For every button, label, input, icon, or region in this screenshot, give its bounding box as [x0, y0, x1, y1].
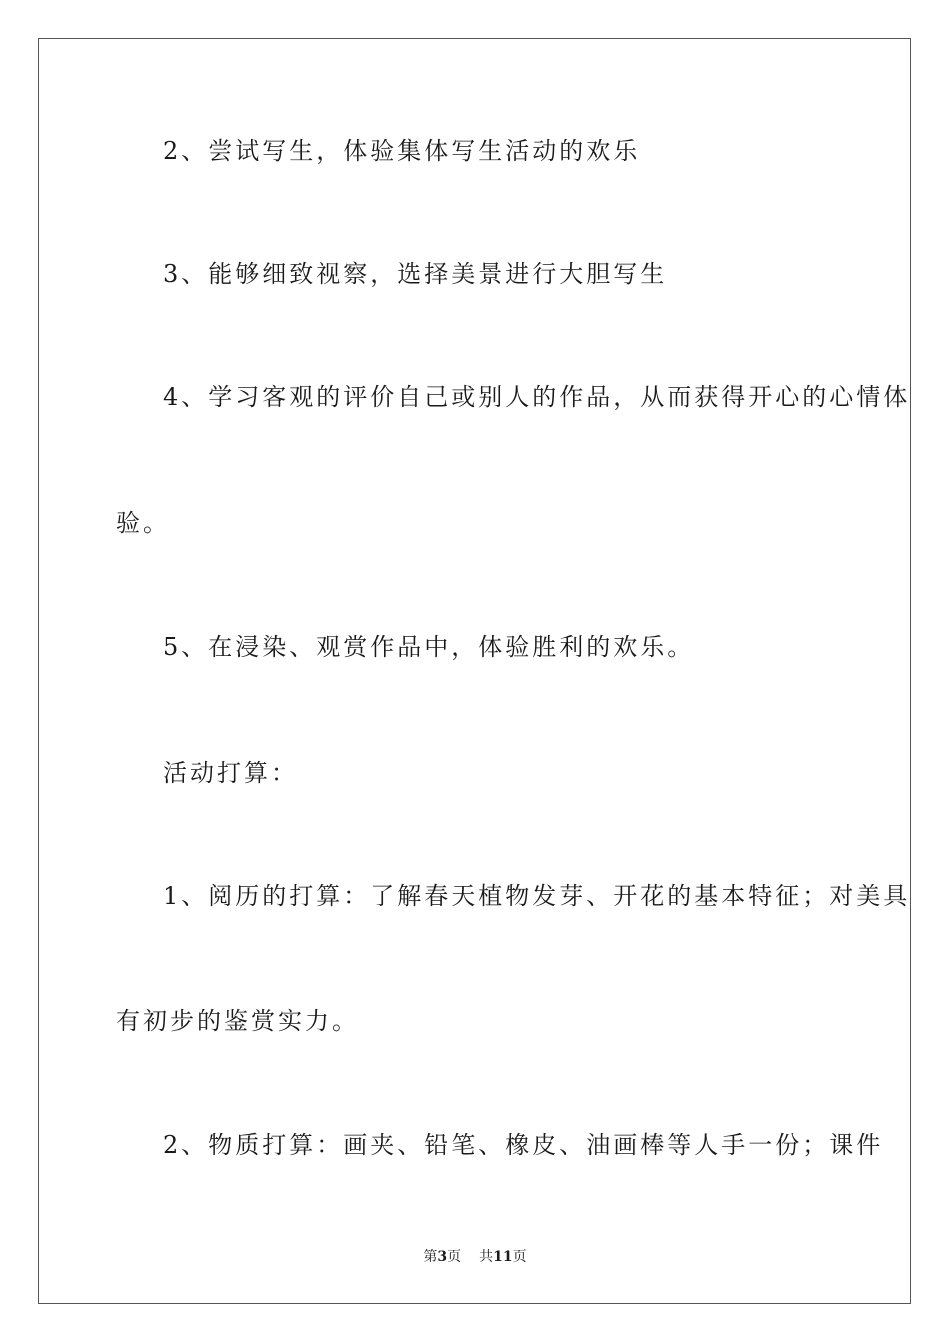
footer-page-suffix: 页 [447, 1249, 462, 1265]
paragraph-goal-4: 4、学习客观的评价自己或别人的作品，从而获得开心的心情体 [163, 383, 911, 411]
paragraph-goal-5: 5、在浸染、观赏作品中，体验胜利的欢乐。 [163, 633, 695, 661]
page-frame [38, 38, 911, 1304]
page-footer [0, 1246, 950, 1266]
paragraph-prep-1: 1、阅历的打算：了解春天植物发芽、开花的基本特征；对美具 [163, 882, 911, 910]
footer-total-suffix: 页 [512, 1249, 527, 1265]
section-heading-preparation: 活动打算： [163, 759, 298, 787]
paragraph-goal-3: 3、能够细致视察，选择美景进行大胆写生 [163, 260, 668, 288]
footer-page-prefix: 第 [423, 1249, 438, 1265]
paragraph-goal-2: 2、尝试写生，体验集体写生活动的欢乐 [163, 137, 641, 165]
footer-page-number: 3 [437, 1249, 448, 1265]
paragraph-prep-1-continued: 有初步的鉴赏实力。 [116, 1007, 359, 1035]
footer-total-number: 11 [493, 1249, 513, 1265]
footer-total-prefix: 共 [479, 1249, 494, 1265]
paragraph-goal-4-continued: 验。 [116, 509, 170, 537]
paragraph-prep-2: 2、物质打算：画夹、铅笔、橡皮、油画棒等人手一份；课件 [163, 1131, 884, 1159]
